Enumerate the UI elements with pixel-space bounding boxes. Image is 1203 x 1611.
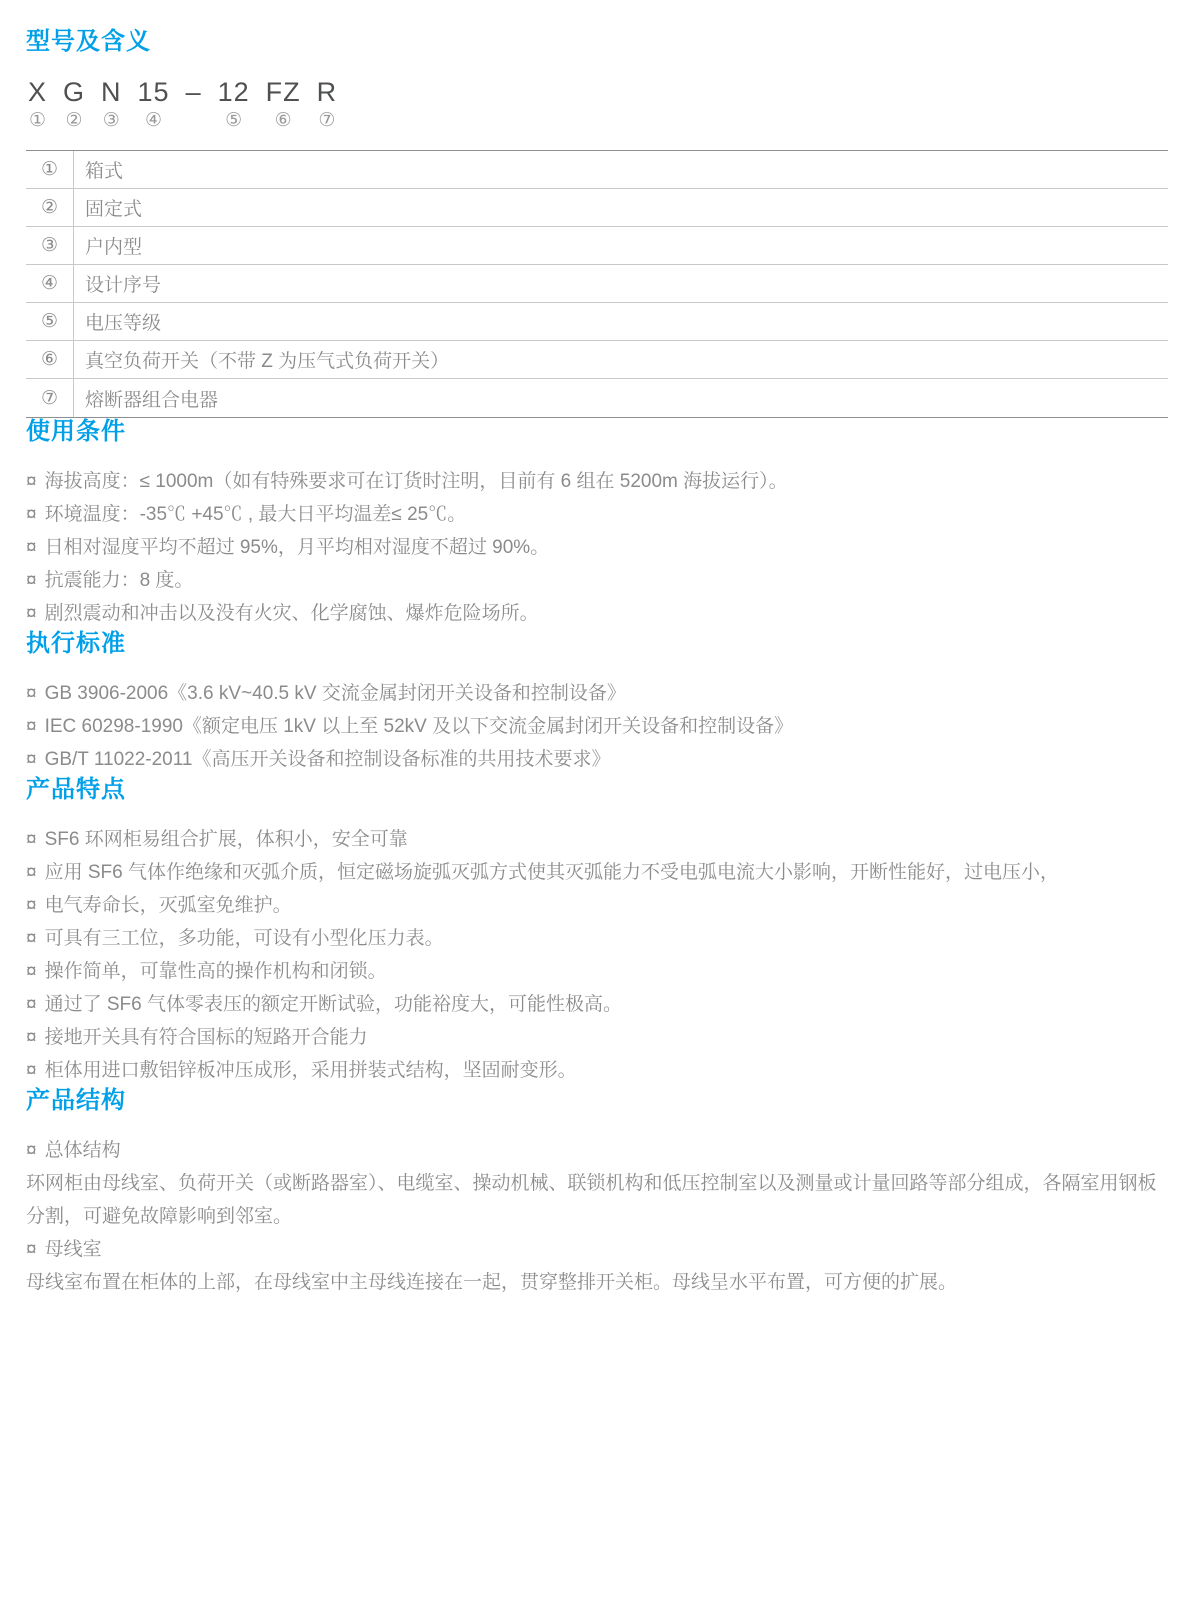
model-letter: 12: [217, 76, 250, 107]
model-circle-number: ①: [28, 110, 47, 132]
standards-list: [26, 677, 1175, 776]
list-item: [26, 823, 1175, 856]
model-code-part: [258, 78, 309, 133]
model-letter: G: [63, 76, 86, 107]
list-item: [26, 1021, 1175, 1054]
table-row: [26, 265, 1168, 303]
usage-list: [26, 465, 1175, 630]
row-number: ⑥: [26, 341, 74, 378]
model-letter: X: [28, 76, 48, 107]
section-heading-model: 型号及含义: [26, 28, 151, 55]
list-item-text: 总体结构: [44, 1139, 121, 1161]
list-item: [26, 677, 1175, 710]
list-item-text: 环境温度：-35℃ +45℃ , 最大日平均温差≤ 25℃。: [44, 504, 467, 526]
row-number: ④: [26, 265, 74, 302]
list-item-text: SF6 环网柜易组合扩展，体积小，安全可靠: [44, 828, 408, 850]
model-code-part: [93, 78, 130, 133]
row-description: 电压等级: [85, 313, 162, 335]
bullet-marker: ¤: [26, 861, 37, 883]
list-item: [26, 922, 1175, 955]
section-heading-usage: 使用条件: [26, 418, 126, 446]
model-circle-number: ⑤: [225, 110, 243, 132]
row-description: 户内型: [85, 237, 143, 259]
list-item-text: 应用 SF6 气体作绝缘和灭弧介质，恒定磁场旋弧灭弧方式使其灭弧能力不受电弧电流大小影响，开断性能好，过电压小，: [44, 861, 1059, 883]
model-circle-number: ④: [145, 110, 163, 132]
model-code-part: [178, 78, 210, 133]
bullet-marker: ¤: [26, 471, 37, 493]
list-item: [26, 597, 1175, 630]
bullet-marker: ¤: [26, 993, 37, 1015]
list-item-text: 通过了 SF6 气体零表压的额定开断试验，功能裕度大，可能性极高。: [44, 993, 622, 1015]
bullet-marker: ¤: [26, 603, 37, 625]
model-code-part: [130, 78, 178, 133]
model-circle-number: ②: [65, 110, 83, 132]
table-row: [26, 379, 1168, 417]
table-row: [26, 151, 1168, 189]
list-item: [26, 955, 1175, 988]
list-item-text: 电气寿命长，灭弧室免维护。: [44, 894, 292, 916]
model-circle-number: ⑥: [274, 110, 292, 132]
row-description: 熔断器组合电器: [85, 389, 219, 411]
model-meaning-table: [26, 150, 1168, 418]
list-item-text: 海拔高度：≤ 1000m（如有特殊要求可在订货时注明，目前有 6 组在 5200m 海拔运行）。: [44, 471, 788, 493]
paragraph: 环网柜由母线室、负荷开关（或断路器室）、电缆室、操动机械、联锁机构和低压控制室以及测量或计量回路等部分组成，各隔室用钢板分割，可避免故障影响到邻室。: [26, 1172, 1157, 1227]
list-item-text: 柜体用进口敷铝锌板冲压成形，采用拼装式结构，坚固耐变形。: [44, 1059, 577, 1081]
list-item: [26, 1134, 1175, 1167]
list-item-text: 抗震能力：8 度。: [44, 570, 194, 592]
row-number: ③: [26, 227, 74, 264]
model-code: [28, 78, 345, 133]
bullet-marker: ¤: [26, 894, 37, 916]
list-item: [26, 564, 1175, 597]
list-item: [26, 1233, 1175, 1266]
bullet-marker: ¤: [26, 927, 37, 949]
list-item-text: GB/T 11022-2011《高压开关设备和控制设备标准的共用技术要求》: [44, 749, 611, 771]
bullet-marker: ¤: [26, 1026, 37, 1048]
model-code-part: [210, 78, 258, 133]
table-row: [26, 341, 1168, 379]
structure-content: [26, 1134, 1175, 1299]
model-letter: 15: [137, 76, 170, 107]
section-heading-structure: 产品结构: [26, 1086, 126, 1114]
bullet-marker: ¤: [26, 683, 37, 705]
list-item: [26, 531, 1175, 564]
list-item: [26, 889, 1175, 922]
list-item: [26, 710, 1175, 743]
model-code-part: [28, 78, 55, 133]
list-item: [26, 988, 1175, 1021]
bullet-marker: ¤: [26, 1139, 37, 1161]
model-letter: FZ: [265, 76, 301, 107]
list-item-text: 剧烈震动和冲击以及没有火灾、化学腐蚀、爆炸危险场所。: [44, 603, 539, 625]
list-item-text: 日相对湿度平均不超过 95%，月平均相对湿度不超过 90%。: [44, 537, 550, 559]
list-item: [26, 498, 1175, 531]
list-item-text: 接地开关具有符合国标的短路开合能力: [44, 1026, 368, 1048]
table-row: [26, 227, 1168, 265]
model-letter: R: [316, 76, 338, 107]
row-description: 固定式: [85, 199, 143, 221]
list-item: [26, 1054, 1175, 1087]
list-item-text: 母线室: [44, 1238, 102, 1260]
list-item: [26, 856, 1175, 889]
model-code-part: [55, 78, 93, 133]
bullet-marker: ¤: [26, 960, 37, 982]
list-item: [26, 743, 1175, 776]
bullet-marker: ¤: [26, 570, 37, 592]
row-description: 真空负荷开关（不带 Z 为压气式负荷开关）: [85, 351, 450, 373]
model-dash: –: [185, 76, 202, 107]
model-circle-number: ⑦: [318, 110, 336, 132]
bullet-marker: ¤: [26, 828, 37, 850]
bullet-marker: ¤: [26, 504, 37, 526]
list-item-text: 可具有三工位，多功能，可设有小型化压力表。: [44, 927, 444, 949]
bullet-marker: ¤: [26, 537, 37, 559]
bullet-marker: ¤: [26, 749, 37, 771]
row-number: ⑦: [26, 379, 74, 417]
paragraph: 母线室布置在柜体的上部，在母线室中主母线连接在一起，贯穿整排开关柜。母线呈水平布置，可方便的扩展。: [26, 1271, 958, 1293]
bullet-marker: ¤: [26, 1238, 37, 1260]
model-letter: N: [101, 76, 122, 107]
row-description: 设计序号: [85, 275, 162, 297]
row-number: ②: [26, 189, 74, 226]
table-row: [26, 189, 1168, 227]
row-description: 箱式: [85, 161, 124, 183]
row-number: ①: [26, 151, 74, 188]
section-heading-standards: 执行标准: [26, 630, 126, 658]
model-circle-number: ③: [102, 110, 120, 132]
list-item-text: IEC 60298-1990《额定电压 1kV 以上至 52kV 及以下交流金属封闭开关设备和控制设备》: [44, 716, 794, 738]
section-heading-features: 产品特点: [26, 776, 126, 804]
model-code-part: [309, 78, 346, 133]
list-item-text: GB 3906-2006《3.6 kV~40.5 kV 交流金属封闭开关设备和控制设备》: [44, 683, 626, 705]
table-row: [26, 303, 1168, 341]
features-list: [26, 823, 1175, 1087]
list-item-text: 操作简单，可靠性高的操作机构和闭锁。: [44, 960, 387, 982]
row-number: ⑤: [26, 303, 74, 340]
list-item: [26, 465, 1175, 498]
bullet-marker: ¤: [26, 1059, 37, 1081]
bullet-marker: ¤: [26, 716, 37, 738]
